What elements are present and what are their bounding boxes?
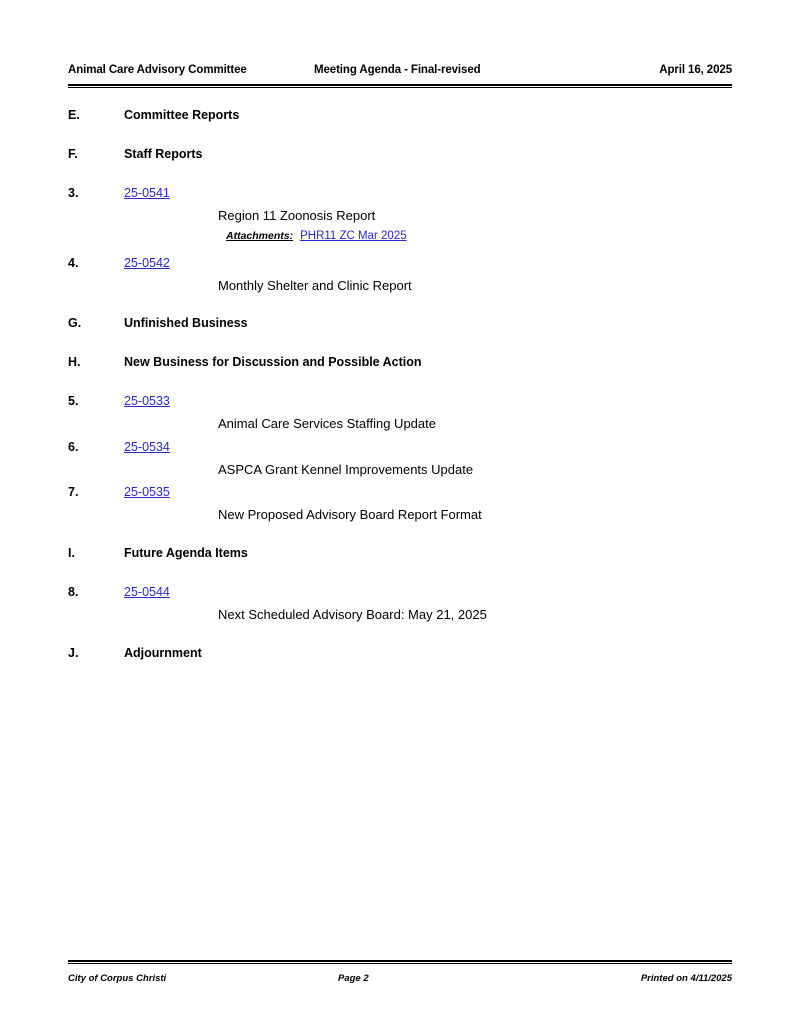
section-row-staff-reports (68, 147, 732, 186)
agenda-item-number: 4. (68, 255, 79, 270)
agenda-item-number: 8. (68, 584, 79, 599)
agenda-body (68, 108, 732, 685)
agenda-item-description: New Proposed Advisory Board Report Format (218, 507, 482, 523)
agenda-item-number: 7. (68, 485, 79, 500)
agenda-item-5 (68, 394, 732, 432)
page-footer (68, 973, 732, 984)
agenda-item-head (68, 256, 732, 270)
section-title: Committee Reports (124, 108, 240, 122)
page-header (68, 64, 732, 76)
header-document-title: Meeting Agenda - Final-revised (314, 64, 481, 76)
header-committee-name: Animal Care Advisory Committee (68, 64, 247, 76)
agenda-item-head (68, 440, 732, 454)
agenda-item-description: Next Scheduled Advisory Board: May 21, 2025 (218, 606, 487, 622)
header-divider (68, 84, 732, 88)
agenda-item-head (68, 186, 732, 200)
agenda-item-file-link[interactable]: 25-0533 (124, 394, 170, 409)
agenda-item-8 (68, 585, 732, 646)
agenda-item-number: 5. (68, 394, 79, 409)
agenda-item-3 (68, 186, 732, 248)
agenda-item-file-link[interactable]: 25-0542 (124, 255, 170, 270)
section-letter: F. (68, 147, 78, 161)
section-title: Staff Reports (124, 147, 203, 161)
agenda-item-head (68, 585, 732, 599)
footer-page-number: Page 2 (338, 973, 369, 984)
attachments-label: Attachments: (226, 229, 294, 242)
agenda-item-head (68, 485, 732, 499)
header-meeting-date: April 16, 2025 (659, 64, 732, 76)
section-title: Future Agenda Items (124, 545, 248, 560)
agenda-item-7 (68, 477, 732, 546)
agenda-item-description: Monthly Shelter and Clinic Report (218, 277, 412, 293)
agenda-item-4 (68, 248, 732, 317)
section-letter: J. (68, 645, 79, 660)
agenda-item-head (68, 394, 732, 408)
agenda-item-file-link[interactable]: 25-0534 (124, 439, 170, 454)
agenda-item-description: ASPCA Grant Kennel Improvements Update (218, 461, 474, 477)
agenda-item-6 (68, 432, 732, 478)
agenda-item-file-link[interactable]: 25-0535 (124, 485, 170, 500)
agenda-item-attachments (226, 224, 732, 242)
agenda-item-number: 6. (68, 439, 79, 454)
section-letter: H. (68, 355, 81, 370)
footer-divider (68, 960, 732, 964)
section-row-new-business (68, 355, 732, 394)
attachment-link[interactable]: PHR11 ZC Mar 2025 (300, 229, 407, 242)
section-title: New Business for Discussion and Possible Action (124, 355, 422, 370)
section-row-future-agenda-items (68, 546, 732, 585)
agenda-item-description: Animal Care Services Staffing Update (218, 416, 436, 432)
section-title: Unfinished Business (124, 316, 248, 331)
section-letter: G. (68, 316, 82, 331)
section-row-unfinished-business (68, 316, 732, 355)
agenda-item-file-link[interactable]: 25-0541 (124, 186, 170, 200)
agenda-item-description: Region 11 Zoonosis Report (218, 208, 376, 223)
footer-printed-date: Printed on 4/11/2025 (640, 973, 732, 984)
section-letter: I. (68, 545, 75, 560)
section-row-committee-reports (68, 108, 732, 147)
agenda-item-file-link[interactable]: 25-0544 (124, 584, 170, 599)
section-letter: E. (68, 108, 80, 122)
section-row-adjournment (68, 646, 732, 685)
agenda-item-number: 3. (68, 186, 79, 200)
section-title: Adjournment (124, 645, 202, 660)
footer-organization: City of Corpus Christi (68, 973, 167, 984)
